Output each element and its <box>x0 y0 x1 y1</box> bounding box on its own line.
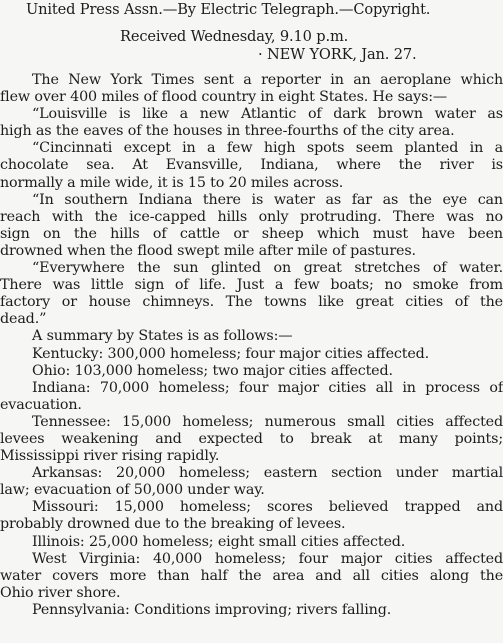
wire-credit: United Press Assn.—By Electric Telegraph.—Copyright. <box>26 1 431 18</box>
state-line: Pennsylvania: Conditions improving; rivers falling. <box>32 601 392 618</box>
state-line: Tennessee: 15,000 homeless; numerous small cities affected <box>32 413 503 430</box>
article-line: factory or house chimneys. The towns like great cities of the <box>0 294 503 311</box>
article-line: “Everywhere the sun glinted on great stretches of water. <box>32 260 503 277</box>
article-line: chocolate sea. At Evansville, Indiana, where the river is <box>0 157 503 174</box>
article-line: “In southern Indiana there is water as far as the eye can <box>32 191 503 208</box>
summary-intro: A summary by States is as follows:— <box>32 328 293 345</box>
state-line: Missouri: 15,000 homeless; scores believed trapped and <box>32 499 503 516</box>
state-line: probably drowned due to the breaking of levees. <box>0 516 346 533</box>
state-line: Mississippi river rising rapidly. <box>0 448 220 465</box>
state-line: evacuation. <box>0 396 82 413</box>
state-entry-indiana <box>0 380 503 414</box>
received-time: Received Wednesday, 9.10 p.m. <box>120 28 349 45</box>
state-line: Ohio: 103,000 homeless; two major cities affected. <box>32 362 393 379</box>
article-line: There was little sign of life. Just a few boats; no smoke from <box>0 277 503 294</box>
article-line: high as the eaves of the houses in three-fourths of the city area. <box>0 123 455 140</box>
state-entry-west-virginia <box>0 551 503 602</box>
article-line: dead.” <box>0 311 47 328</box>
state-line: Indiana: 70,000 homeless; four major cities all in process of <box>32 379 503 396</box>
state-line: Arkansas: 20,000 homeless; eastern section under martial <box>32 465 503 482</box>
state-entry-ohio <box>0 363 503 380</box>
state-line: water covers more than half the area and all cities along the <box>0 567 503 584</box>
state-entry-tennessee <box>0 414 503 465</box>
article-line: normally a mile wide, it is 15 to 20 miles across. <box>0 174 344 191</box>
article-line: “Louisville is like a new Atlantic of dark brown water as <box>32 106 503 123</box>
article-body <box>0 72 503 619</box>
state-line: levees weakening and expected to break at many points; <box>0 430 503 447</box>
article-line: The New York Times sent a reporter in an aeroplane which <box>32 72 503 88</box>
state-line: Ohio river shore. <box>0 584 121 601</box>
dateline: · NEW YORK, Jan. 27. <box>258 46 417 63</box>
article-line: drowned when the flood swept mile after mile of pastures. <box>0 242 416 259</box>
state-line: Kentucky: 300,000 homeless; four major cities affected. <box>32 345 430 362</box>
article-line: flew over 400 miles of flood country in eight States. He says:— <box>0 89 448 106</box>
state-entry-arkansas <box>0 465 503 499</box>
state-line: West Virginia: 40,000 homeless; four major cities affected <box>32 550 503 567</box>
article-line: reach with the ice-capped hills only protruding. There was no <box>0 208 503 225</box>
state-line: law; evacuation of 50,000 under way. <box>0 482 265 499</box>
state-entry-missouri <box>0 499 503 533</box>
state-entry-pennsylvania <box>0 602 503 619</box>
article-line: sign on the hills of cattle or sheep which must have been <box>0 225 503 242</box>
state-entry-illinois <box>0 534 503 551</box>
state-line: Illinois: 25,000 homeless; eight small cities affected. <box>32 533 406 550</box>
state-entry-kentucky <box>0 346 503 363</box>
article-line: “Cincinnati except in a few high spots seem planted in a <box>32 140 503 157</box>
